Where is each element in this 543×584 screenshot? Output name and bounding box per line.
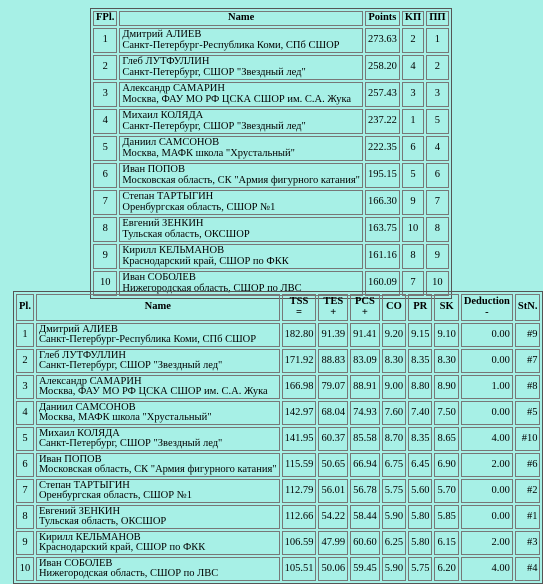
place-cell: 3 [93,82,117,107]
overall-header-row [93,11,449,26]
tss-cell: 105.51 [282,557,317,581]
tss-cell: 112.66 [282,505,317,529]
tes-cell: 68.04 [318,401,348,425]
athlete-name: Дмитрий АЛИЕВ [38,323,118,335]
pr-cell: 8.35 [408,349,432,373]
tes-cell: 47.99 [318,531,348,555]
header-fpl: FPl. [93,11,117,26]
points-cell: 160.09 [365,271,400,296]
tes-cell: 88.83 [318,349,348,373]
tes-cell: 56.01 [318,479,348,503]
header-points: Points [365,11,400,26]
header-tes: TES + [318,294,348,321]
co-cell: 8.70 [382,427,406,451]
overall-row [93,217,449,242]
pp-cell: 9 [426,244,448,269]
co-cell: 6.75 [382,453,406,477]
place-cell: 2 [16,349,34,373]
tss-cell: 106.59 [282,531,317,555]
points-cell: 195.15 [365,163,400,188]
athlete-cell [119,190,363,215]
athlete-club: Тульская область, ОКСШОР [122,228,250,240]
tss-cell: 171.92 [282,349,317,373]
deduction-cell: 0.00 [461,401,513,425]
athlete-name: Александр САМАРИН [122,83,225,94]
sk-cell: 8.65 [434,427,458,451]
place-cell: 1 [16,323,34,347]
pp-cell: 6 [426,163,448,188]
deduction-cell: 1.00 [461,375,513,399]
tes-cell: 54.22 [318,505,348,529]
athlete-name: Дмитрий АЛИЕВ [122,29,202,40]
pp-cell: 7 [426,190,448,215]
athlete-cell [36,479,280,503]
header-pp: ПП [426,11,448,26]
athlete-name: Глеб ЛУТФУЛЛИН [122,56,210,67]
place-cell: 5 [93,136,117,161]
athlete-club: Тульская область, ОКСШОР [38,516,167,527]
overall-row [93,136,449,161]
tes-cell: 79.07 [318,375,348,399]
fs-row [16,401,540,425]
athlete-club: Санкт-Петербург, СШОР "Звездный лед" [38,438,223,449]
athlete-club: Москва, МАФК школа "Хрустальный" [122,147,295,159]
athlete-cell [36,375,280,399]
starting-number-cell: #8 [515,375,541,399]
tss-cell: 115.59 [282,453,317,477]
athlete-name: Александр САМАРИН [38,375,142,387]
athlete-cell [36,505,280,529]
co-cell: 9.00 [382,375,406,399]
pcs-cell: 74.93 [350,401,380,425]
pr-cell: 8.35 [408,427,432,451]
co-cell: 5.90 [382,505,406,529]
athlete-cell [119,82,363,107]
pp-cell: 4 [426,136,448,161]
fs-row [16,557,540,581]
tss-cell: 142.97 [282,401,317,425]
overall-row [93,244,449,269]
starting-number-cell: #4 [515,557,541,581]
starting-number-cell: #5 [515,401,541,425]
athlete-cell [119,55,363,80]
pp-cell: 3 [426,82,448,107]
athlete-cell [119,217,363,242]
starting-number-cell: #1 [515,505,541,529]
athlete-club: Санкт-Петербург, СШОР "Звездный лед" [122,66,306,78]
athlete-cell [36,453,280,477]
starting-number-cell: #6 [515,453,541,477]
place-cell: 10 [93,271,117,296]
pr-cell: 6.45 [408,453,432,477]
points-cell: 237.22 [365,109,400,134]
points-cell: 257.43 [365,82,400,107]
place-cell: 6 [16,453,34,477]
pcs-cell: 66.94 [350,453,380,477]
athlete-cell [36,349,280,373]
free-skating-results-table [13,291,543,584]
kp-cell: 2 [402,28,424,53]
points-cell: 273.63 [365,28,400,53]
sk-cell: 6.20 [434,557,458,581]
overall-results-table [90,8,452,299]
athlete-club: Москва, ФАУ МО РФ ЦСКА СШОР им. С.А. Жука [38,386,268,397]
kp-cell: 5 [402,163,424,188]
athlete-name: Глеб ЛУТФУЛЛИН [38,349,127,361]
co-cell: 5.90 [382,557,406,581]
starting-number-cell: #7 [515,349,541,373]
starting-number-cell: #10 [515,427,541,451]
header-sk: SK [434,294,458,321]
pp-cell: 5 [426,109,448,134]
fs-row [16,427,540,451]
tss-cell: 141.95 [282,427,317,451]
tss-cell: 166.98 [282,375,317,399]
athlete-name: Степан ТАРТЫГИН [38,479,130,491]
pr-cell: 5.80 [408,505,432,529]
athlete-club: Краснодарский край, СШОР по ФКК [38,542,206,553]
fs-row [16,505,540,529]
kp-cell: 4 [402,55,424,80]
pp-cell: 8 [426,217,448,242]
athlete-name: Евгений ЗЕНКИН [122,218,204,229]
athlete-club: Москва, МАФК школа "Хрустальный" [38,412,212,423]
starting-number-cell: #3 [515,531,541,555]
place-cell: 6 [93,163,117,188]
fs-row [16,375,540,399]
pp-cell: 1 [426,28,448,53]
kp-cell: 6 [402,136,424,161]
tss-cell: 182.80 [282,323,317,347]
overall-row [93,82,449,107]
athlete-cell [36,323,280,347]
tes-cell: 50.65 [318,453,348,477]
athlete-name: Иван ПОПОВ [38,453,102,465]
kp-cell: 9 [402,190,424,215]
fs-row [16,323,540,347]
athlete-club: Санкт-Петербург, СШОР "Звездный лед" [38,360,223,371]
athlete-cell [36,401,280,425]
athlete-name: Иван СОБОЛЕВ [122,272,196,283]
points-cell: 161.16 [365,244,400,269]
pr-cell: 7.40 [408,401,432,425]
deduction-cell: 0.00 [461,323,513,347]
athlete-cell [36,427,280,451]
place-cell: 4 [16,401,34,425]
fs-header-row [16,294,540,321]
co-cell: 8.30 [382,349,406,373]
pcs-cell: 58.44 [350,505,380,529]
pcs-cell: 88.91 [350,375,380,399]
athlete-club: Оренбургская область, СШОР №1 [122,201,276,213]
athlete-cell [36,557,280,581]
co-cell: 7.60 [382,401,406,425]
athlete-name: Михаил КОЛЯДА [122,110,204,121]
athlete-name: Кирилл КЕЛЬМАНОВ [38,531,141,543]
tes-cell: 60.37 [318,427,348,451]
tes-cell: 91.39 [318,323,348,347]
sk-cell: 8.90 [434,375,458,399]
place-cell: 5 [16,427,34,451]
header-stn: StN. [515,294,541,321]
pr-cell: 5.75 [408,557,432,581]
kp-cell: 1 [402,109,424,134]
athlete-club: Москва, ФАУ МО РФ ЦСКА СШОР им. С.А. Жука [122,93,352,105]
athlete-name: Евгений ЗЕНКИН [38,505,121,517]
starting-number-cell: #2 [515,479,541,503]
pr-cell: 5.80 [408,531,432,555]
points-cell: 222.35 [365,136,400,161]
place-cell: 10 [16,557,34,581]
header-name: Name [36,294,280,321]
athlete-name: Иван ПОПОВ [122,164,186,175]
header-deduction: Deduction - [461,294,513,321]
athlete-cell [119,163,363,188]
points-cell: 258.20 [365,55,400,80]
deduction-cell: 2.00 [461,531,513,555]
place-cell: 9 [93,244,117,269]
athlete-name: Степан ТАРТЫГИН [122,191,214,202]
place-cell: 9 [16,531,34,555]
deduction-cell: 2.00 [461,453,513,477]
kp-cell: 7 [402,271,424,296]
fs-row [16,479,540,503]
points-cell: 163.75 [365,217,400,242]
header-pl: Pl. [16,294,34,321]
athlete-name: Иван СОБОЛЕВ [38,557,113,569]
kp-cell: 8 [402,244,424,269]
deduction-cell: 4.00 [461,557,513,581]
deduction-cell: 0.00 [461,505,513,529]
starting-number-cell: #9 [515,323,541,347]
place-cell: 4 [93,109,117,134]
pr-cell: 8.80 [408,375,432,399]
overall-row [93,163,449,188]
kp-cell: 3 [402,82,424,107]
athlete-club: Оренбургская область, СШОР №1 [38,490,192,501]
co-cell: 6.25 [382,531,406,555]
athlete-name: Михаил КОЛЯДА [38,427,120,439]
overall-row [93,55,449,80]
athlete-club: Нижегородская область, СШОР по ЛВС [38,568,219,579]
sk-cell: 5.70 [434,479,458,503]
kp-cell: 10 [402,217,424,242]
deduction-cell: 4.00 [461,427,513,451]
pr-cell: 5.60 [408,479,432,503]
header-tss: TSS = [282,294,317,321]
athlete-name: Даниил САМСОНОВ [38,401,136,413]
header-co: CO [382,294,406,321]
points-cell: 166.30 [365,190,400,215]
place-cell: 8 [16,505,34,529]
overall-row [93,109,449,134]
sk-cell: 8.30 [434,349,458,373]
place-cell: 7 [93,190,117,215]
sk-cell: 7.50 [434,401,458,425]
pcs-cell: 59.45 [350,557,380,581]
sk-cell: 9.10 [434,323,458,347]
athlete-cell [119,28,363,53]
deduction-cell: 0.00 [461,479,513,503]
tss-cell: 112.79 [282,479,317,503]
athlete-club: Санкт-Петербург, СШОР "Звездный лед" [122,120,306,132]
athlete-cell [119,109,363,134]
athlete-club: Нижегородская область, СШОР по ЛВС [122,282,302,294]
fs-row [16,349,540,373]
place-cell: 8 [93,217,117,242]
place-cell: 7 [16,479,34,503]
pcs-cell: 83.09 [350,349,380,373]
pcs-cell: 56.78 [350,479,380,503]
place-cell: 3 [16,375,34,399]
athlete-club: Московская область, СК "Армия фигурного катания" [38,464,277,475]
pcs-cell: 85.58 [350,427,380,451]
athlete-name: Даниил САМСОНОВ [122,137,220,148]
athlete-cell [119,244,363,269]
pcs-cell: 91.41 [350,323,380,347]
place-cell: 1 [93,28,117,53]
place-cell: 2 [93,55,117,80]
header-kp: KП [402,11,424,26]
athlete-club: Санкт-Петербург-Республика Коми, СПб СШОР [122,39,340,51]
tes-cell: 50.06 [318,557,348,581]
overall-row [93,28,449,53]
sk-cell: 6.15 [434,531,458,555]
pp-cell: 2 [426,55,448,80]
pr-cell: 9.15 [408,323,432,347]
athlete-name: Кирилл КЕЛЬМАНОВ [122,245,225,256]
athlete-club: Московская область, СК "Армия фигурного катания" [122,174,360,186]
athlete-club: Краснодарский край, СШОР по ФКК [122,255,289,267]
athlete-cell [119,136,363,161]
sk-cell: 6.90 [434,453,458,477]
header-name: Name [119,11,363,26]
sk-cell: 5.85 [434,505,458,529]
pcs-cell: 60.60 [350,531,380,555]
header-pr: PR [408,294,432,321]
header-pcs: PCS + [350,294,380,321]
fs-row [16,453,540,477]
overall-row [93,190,449,215]
deduction-cell: 0.00 [461,349,513,373]
pp-cell: 10 [426,271,448,296]
athlete-club: Санкт-Петербург-Республика Коми, СПб СШОР [38,334,257,345]
co-cell: 5.75 [382,479,406,503]
athlete-cell [36,531,280,555]
fs-row [16,531,540,555]
co-cell: 9.20 [382,323,406,347]
